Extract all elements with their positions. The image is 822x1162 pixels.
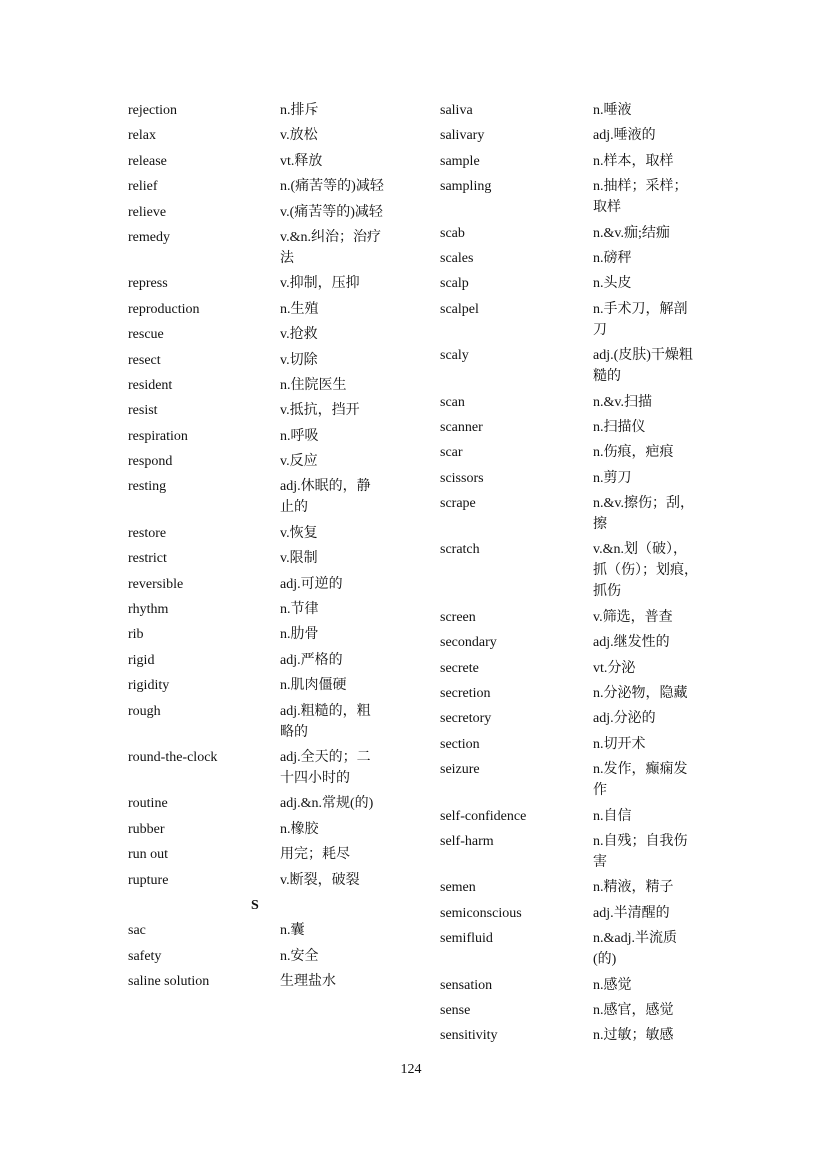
entry-definition: v.抢救 <box>280 327 318 343</box>
entry-definition: v.反应 <box>280 454 318 470</box>
glossary-entry <box>440 468 705 489</box>
entry-term: release <box>128 153 167 169</box>
entry-term: scalpel <box>440 301 479 317</box>
glossary-entry <box>128 350 403 371</box>
entry-term: sac <box>128 923 146 939</box>
entry-definition: n.囊 <box>280 923 305 939</box>
entry-definition: n.(痛苦等的)减轻 <box>280 179 384 195</box>
glossary-entry <box>440 223 705 244</box>
entry-definition: n.感觉 <box>593 977 632 993</box>
right-entries <box>440 100 705 1046</box>
section-letter: S <box>251 897 259 913</box>
glossary-entry <box>440 975 705 996</box>
entry-term: resting <box>128 479 167 495</box>
glossary-entry <box>440 1025 705 1046</box>
glossary-entry <box>440 442 705 463</box>
entry-term: scrape <box>440 496 476 512</box>
glossary-entry <box>128 151 403 172</box>
entry-definition: v.断裂，破裂 <box>280 872 360 888</box>
glossary-entry <box>128 100 403 121</box>
entry-definition: n.唾液 <box>593 103 632 118</box>
entry-definition: adj.严格的 <box>280 652 343 668</box>
glossary-entry <box>128 202 403 223</box>
entry-definition: v.抑制，压抑 <box>280 276 360 292</box>
glossary-entry <box>128 747 403 789</box>
entry-term: rigid <box>128 652 155 668</box>
entry-term: salivary <box>440 128 485 144</box>
entry-term: scissors <box>440 470 484 486</box>
entry-definition: n.住院医生 <box>280 377 347 393</box>
entry-term: routine <box>128 796 168 812</box>
right-column <box>440 100 705 1051</box>
glossary-entry <box>128 273 403 294</box>
glossary-entry <box>128 793 403 814</box>
glossary-entry <box>128 400 403 421</box>
entry-term: resect <box>128 352 161 368</box>
entry-definition: v.放松 <box>280 128 318 144</box>
glossary-entry <box>128 375 403 396</box>
entry-term: scab <box>440 225 465 241</box>
glossary-entry <box>440 806 705 827</box>
entry-definition: n.过敏；敏感 <box>593 1028 674 1044</box>
entry-term: scratch <box>440 542 480 558</box>
page-number: 124 <box>400 1062 422 1077</box>
glossary-entry <box>440 392 705 413</box>
entry-term: scales <box>440 250 474 266</box>
entry-definition: n.精液，精子 <box>593 880 674 896</box>
glossary-entry <box>128 701 403 743</box>
entry-term: rejection <box>128 103 177 118</box>
entry-term: respond <box>128 454 173 470</box>
entry-definition: 生理盐水 <box>280 974 336 990</box>
entry-term: scanner <box>440 419 483 435</box>
glossary-entry <box>440 125 705 146</box>
entry-term: resident <box>128 377 173 393</box>
glossary-entry <box>440 151 705 172</box>
glossary-entry <box>440 877 705 898</box>
entry-term: self-confidence <box>440 808 527 824</box>
glossary-entry <box>128 227 403 269</box>
entry-term: round-the-clock <box>128 749 218 765</box>
entry-term: safety <box>128 948 162 964</box>
glossary-entry <box>128 125 403 146</box>
glossary-entry <box>128 574 403 595</box>
glossary-entry <box>128 548 403 569</box>
entry-definition: n.磅秤 <box>593 250 632 266</box>
entry-term: relief <box>128 179 158 195</box>
entry-definition: adj.唾液的 <box>593 128 656 144</box>
entry-definition: n.橡胶 <box>280 821 319 837</box>
glossary-entry <box>440 607 705 628</box>
entry-definition: adj.(皮肤)干燥粗糙的 <box>593 348 693 385</box>
entry-term: resist <box>128 403 158 419</box>
glossary-entry <box>440 708 705 729</box>
entry-term: rigidity <box>128 678 170 694</box>
glossary-entry <box>128 324 403 345</box>
entry-term: sample <box>440 153 480 169</box>
glossary-entry <box>440 176 705 218</box>
entry-term: rubber <box>128 821 165 837</box>
entry-definition: n.&v.扫描 <box>593 394 652 410</box>
glossary-entry <box>128 650 403 671</box>
entry-term: sense <box>440 1002 471 1018</box>
entry-term: semen <box>440 880 476 896</box>
glossary-entry <box>128 476 403 518</box>
glossary-entry <box>128 971 403 992</box>
entry-term: seizure <box>440 762 480 778</box>
entry-term: semiconscious <box>440 905 522 921</box>
entry-term: secondary <box>440 635 497 651</box>
entry-definition: adj.可逆的 <box>280 576 343 592</box>
glossary-entry <box>440 493 705 535</box>
entry-term: rhythm <box>128 602 169 618</box>
entry-definition: n.扫描仪 <box>593 419 646 435</box>
glossary-entry <box>128 675 403 696</box>
entry-definition: adj.粗糙的，粗略的 <box>280 703 371 740</box>
glossary-entry <box>440 539 705 602</box>
glossary-entry <box>128 299 403 320</box>
entry-term: respiration <box>128 428 188 444</box>
entry-term: sensitivity <box>440 1028 498 1044</box>
entry-definition: n.肌肉僵硬 <box>280 678 347 694</box>
glossary-entry <box>128 870 403 891</box>
glossary-entry <box>128 624 403 645</box>
glossary-entry <box>128 599 403 620</box>
entry-term: semifluid <box>440 931 493 947</box>
entry-definition: n.呼吸 <box>280 428 319 444</box>
entry-definition: adj.&n.常规(的) <box>280 796 374 812</box>
entry-definition: v.切除 <box>280 352 318 368</box>
entry-term: rupture <box>128 872 169 888</box>
entry-term: rescue <box>128 327 164 343</box>
glossary-entry <box>440 734 705 755</box>
entry-definition: n.感官，感觉 <box>593 1002 674 1018</box>
glossary-entry <box>128 176 403 197</box>
entry-definition: n.节律 <box>280 602 319 618</box>
entry-definition: adj.全天的；二十四小时的 <box>280 749 371 786</box>
entry-term: reproduction <box>128 301 200 317</box>
glossary-entry <box>440 928 705 970</box>
entry-term: secretion <box>440 686 491 702</box>
glossary-entry <box>440 831 705 873</box>
glossary-entry <box>440 273 705 294</box>
entry-definition: n.安全 <box>280 948 319 964</box>
glossary-entry <box>128 819 403 840</box>
entry-term: remedy <box>128 229 170 245</box>
entry-definition: n.&adj.半流质(的) <box>593 931 677 968</box>
entry-definition: n.手术刀，解剖刀 <box>593 301 688 338</box>
entry-term: scaly <box>440 348 469 364</box>
entry-term: saliva <box>440 103 473 118</box>
entry-definition: n.自信 <box>593 808 632 824</box>
glossary-entry <box>440 632 705 653</box>
entry-term: screen <box>440 609 476 625</box>
entry-definition: v.恢复 <box>280 525 318 541</box>
entry-definition: n.头皮 <box>593 276 632 292</box>
glossary-entry <box>440 345 705 387</box>
entry-term: secretory <box>440 711 492 727</box>
entry-definition: n.肋骨 <box>280 627 319 643</box>
glossary-entry <box>440 658 705 679</box>
entry-definition: n.&v.擦伤；刮，擦 <box>593 496 694 533</box>
entry-definition: n.排斥 <box>280 103 319 118</box>
entry-definition: v.(痛苦等的)减轻 <box>280 204 383 220</box>
entry-term: section <box>440 736 480 752</box>
entry-term: rib <box>128 627 144 643</box>
entry-definition: v.限制 <box>280 551 318 567</box>
entry-term: restore <box>128 525 167 541</box>
entry-term: rough <box>128 703 161 719</box>
left-entries-s <box>128 920 403 992</box>
glossary-entry <box>128 451 403 472</box>
entry-term: sampling <box>440 179 492 195</box>
glossary-entry <box>128 426 403 447</box>
left-column <box>128 100 403 997</box>
entry-term: repress <box>128 276 168 292</box>
entry-definition: n.发作，癫痫发作 <box>593 762 688 799</box>
entry-definition: n.分泌物，隐藏 <box>593 686 688 702</box>
glossary-entry <box>440 1000 705 1021</box>
entry-definition: n.抽样；采样；取样 <box>593 179 688 216</box>
entry-definition: n.自残；自我伤害 <box>593 833 688 870</box>
entry-definition: v.筛选，普查 <box>593 609 673 625</box>
glossary-entry <box>440 683 705 704</box>
entry-term: run out <box>128 847 169 863</box>
entry-term: relieve <box>128 204 167 220</box>
entry-term: scan <box>440 394 465 410</box>
entry-term: saline solution <box>128 974 210 990</box>
entry-definition: 用完；耗尽 <box>280 847 350 863</box>
entry-term: sensation <box>440 977 493 993</box>
entry-definition: vt.分泌 <box>593 660 636 676</box>
glossary-entry <box>128 946 403 967</box>
entry-definition: v.&n.划（破），抓（伤）；划痕，抓伤 <box>593 542 698 600</box>
left-entries <box>128 100 403 891</box>
entry-definition: adj.休眠的，静止的 <box>280 479 371 516</box>
entry-term: restrict <box>128 551 167 567</box>
entry-definition: v.抵抗，挡开 <box>280 403 360 419</box>
entry-definition: v.&n.纠治；治疗法 <box>280 229 381 266</box>
entry-term: secrete <box>440 660 479 676</box>
glossary-entry <box>128 844 403 865</box>
glossary-entry <box>440 299 705 341</box>
entry-term: scar <box>440 445 463 461</box>
glossary-entry <box>440 903 705 924</box>
glossary-entry <box>440 417 705 438</box>
glossary-entry <box>128 920 403 941</box>
entry-definition: n.伤痕，疤痕 <box>593 445 674 461</box>
entry-definition: n.切开术 <box>593 736 646 752</box>
entry-definition: n.样本，取样 <box>593 153 674 169</box>
entry-definition: adj.继发性的 <box>593 635 670 651</box>
entry-term: reversible <box>128 576 184 592</box>
entry-definition: adj.分泌的 <box>593 711 656 727</box>
entry-definition: n.剪刀 <box>593 470 632 486</box>
glossary-entry <box>440 100 705 121</box>
glossary-entry <box>128 523 403 544</box>
entry-term: self-harm <box>440 833 494 849</box>
entry-definition: adj.半清醒的 <box>593 905 670 921</box>
entry-definition: n.生殖 <box>280 301 319 317</box>
glossary-entry <box>440 248 705 269</box>
entry-term: relax <box>128 128 156 144</box>
entry-term: scalp <box>440 276 469 292</box>
entry-definition: n.&v.痂;结痂 <box>593 225 670 241</box>
entry-definition: vt.释放 <box>280 153 323 169</box>
glossary-entry <box>440 759 705 801</box>
